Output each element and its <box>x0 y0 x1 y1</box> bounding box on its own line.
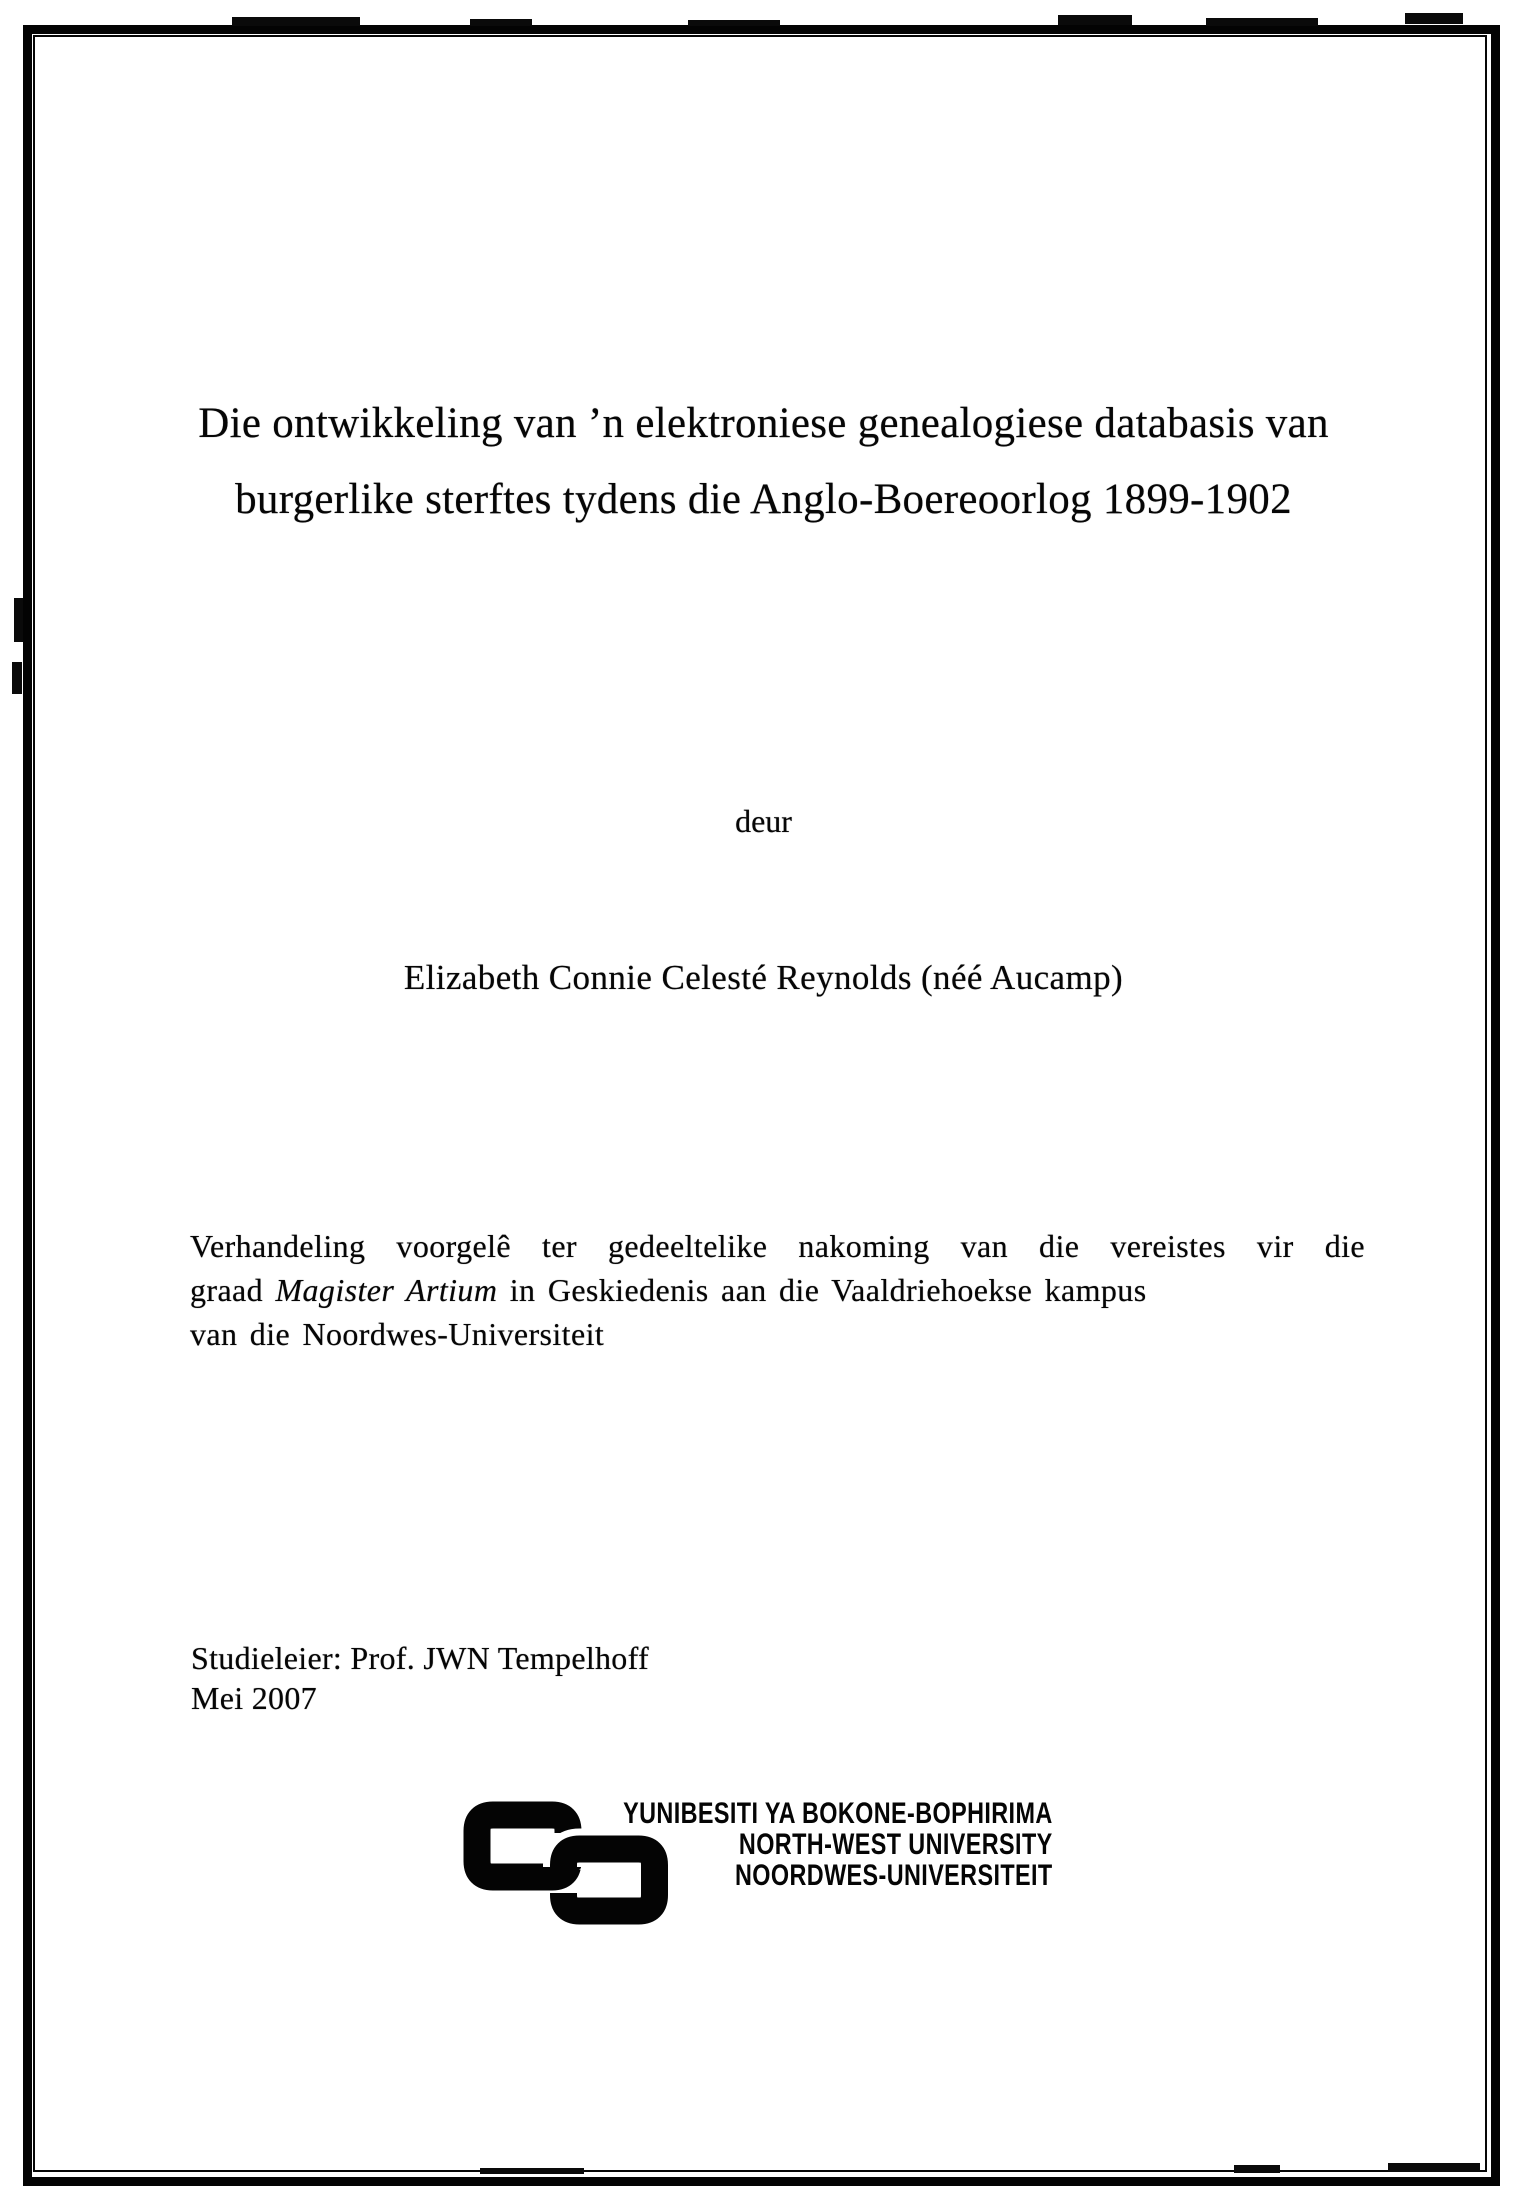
author-name: Elizabeth Connie Celesté Reynolds (néé Aucamp) <box>403 958 1124 997</box>
scan-noise <box>470 19 532 26</box>
nwu-logo-line-afrikaans: NOORDWES-UNIVERSITEIT <box>735 1859 1053 1892</box>
statement-line-2-suffix: in Geskiedenis aan die Vaaldriehoekse kampus <box>497 1272 1147 1308</box>
scan-noise <box>688 20 780 26</box>
supervisor-block <box>191 1638 649 1718</box>
scan-noise <box>1234 2165 1280 2173</box>
date-line: Mei 2007 <box>191 1680 317 1716</box>
scan-noise <box>12 662 22 694</box>
statement-line-1: Verhandeling voorgelê ter gedeeltelike nakoming van die vereistes vir die <box>190 1228 1365 1264</box>
nwu-logo-line-setswana: YUNIBESITI YA BOKONE-BOPHIRIMA <box>623 1797 1053 1830</box>
thesis-title-line-1: Die ontwikkeling van ’n elektroniese genealogiese databasis van <box>198 400 1329 447</box>
scan-noise <box>1405 13 1463 24</box>
scan-noise <box>1206 18 1318 26</box>
statement-line-2 <box>190 1268 1365 1312</box>
byline-deur: deur <box>735 803 792 839</box>
nwu-logo-wordmark <box>624 1798 1053 1891</box>
scan-noise <box>232 17 360 26</box>
scan-noise <box>1388 2163 1480 2172</box>
submission-statement <box>190 1224 1365 1356</box>
scan-noise <box>1058 15 1132 25</box>
nwu-logo-line-english: NORTH-WEST UNIVERSITY <box>739 1828 1053 1861</box>
scan-noise <box>480 2168 584 2174</box>
thesis-title-line-2: burgerlike sterftes tydens die Anglo-Boereoorlog 1899-1902 <box>235 476 1292 523</box>
scan-noise <box>14 598 23 642</box>
degree-name-italic: Magister Artium <box>275 1272 498 1308</box>
supervisor-line: Studieleier: Prof. JWN Tempelhoff <box>191 1640 649 1676</box>
statement-line-3: van die Noordwes-Universiteit <box>190 1316 605 1352</box>
thesis-title <box>0 386 1527 538</box>
statement-line-2-prefix: graad <box>190 1272 276 1308</box>
